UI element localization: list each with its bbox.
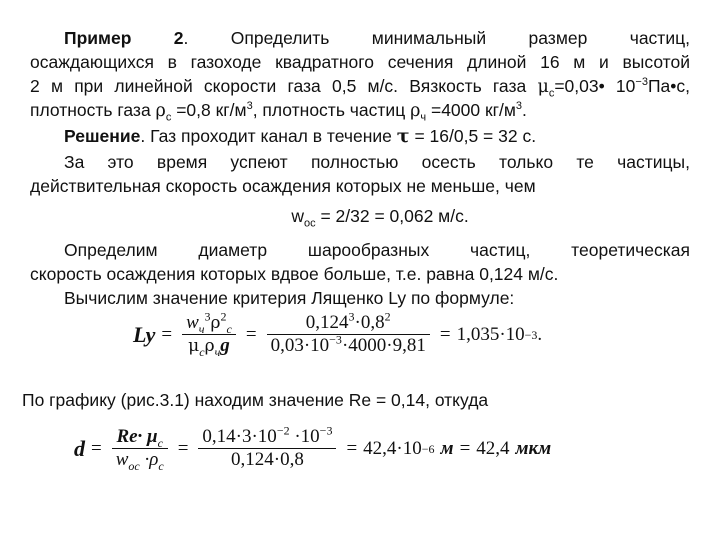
den-a: 0,03·10 — [270, 335, 330, 356]
re-mu: Re· μ — [116, 426, 158, 447]
example-line-3 — [30, 74, 690, 99]
solution-time: = 16/0,5 = 32 с. — [409, 126, 537, 146]
lyashchenko-line — [30, 286, 690, 310]
d-w-sub: ос — [128, 458, 140, 473]
settling-velocity-value: = 2/32 = 0,062 м/с. — [315, 206, 469, 226]
exp-minus3: −3 — [635, 76, 648, 89]
d-value-m: 42,4·10 — [363, 437, 422, 459]
example-line-2 — [30, 50, 690, 74]
diameter-line-2-text: скорость осаждения которых вдвое больше, т.е. равна 0,124 м/с. — [30, 264, 559, 284]
re-line-text: По графику (рис.3.1) находим значение Re = 0,14, откуда — [22, 390, 489, 410]
w-sup: 3 — [204, 309, 211, 324]
d-symbolic-fraction — [112, 426, 168, 471]
equals-2: = — [245, 323, 257, 345]
viscosity-unit: Па•с, — [647, 76, 691, 96]
re-line — [22, 388, 682, 412]
d-den: 0,124·0,8 — [231, 449, 304, 470]
example-line-3-text: 2 м при линейной скорости газа 0,5 м/с. Вязкость газа — [30, 76, 538, 96]
re-mu-sub: с — [157, 435, 163, 450]
num-b: ·0,8 — [354, 312, 385, 333]
example-line-4 — [30, 98, 690, 123]
rho-var-den: ρ — [204, 336, 215, 356]
mu-symbol: μ — [537, 77, 549, 97]
solution-text: . Газ проходит канал в течение — [140, 126, 397, 146]
example-line-1-text: . Определить минимальный размер частиц, — [183, 28, 690, 48]
gas-density-label: плотность газа — [30, 100, 156, 120]
d-w-var: w — [115, 449, 129, 470]
d-num-a-sup: −2 — [276, 423, 290, 438]
gas-density-value: =0,8 кг/м — [171, 100, 247, 120]
solution-line — [30, 124, 690, 148]
diameter-line-1 — [30, 238, 690, 262]
rho-sub-den: ч — [214, 344, 221, 359]
example-line-2-text: осаждающихся в газоходе квадратного сечения длиной 16 м и высотой — [30, 52, 690, 72]
d-rho-var: ·ρ — [139, 449, 159, 470]
ly-numeric-fraction — [267, 309, 430, 357]
tau-symbol: τ — [396, 125, 410, 147]
d-unit-um: мкм — [515, 437, 552, 459]
diameter-line-1-text: Определим диаметр шарообразных частиц, теоретическая — [64, 240, 690, 260]
mu-var: μ — [188, 336, 200, 356]
ly-result-dot: . — [537, 323, 543, 345]
den-a-sup: −3 — [329, 332, 342, 347]
d-num-b: ·10 — [289, 426, 320, 447]
d-equals-2: = — [177, 437, 189, 459]
d-value-um: 42,4 — [476, 437, 510, 459]
ly-symbol: Ly — [133, 321, 156, 347]
settle-line-2-text: действительная скорость осаждения которых не меньше, чем — [30, 176, 536, 196]
diameter-line-2 — [30, 262, 690, 286]
num-a-sup: 3 — [348, 309, 355, 324]
particle-density-value: =4000 кг/м — [426, 100, 516, 120]
d-equals-3: = — [346, 437, 358, 459]
solution-label: Решение — [64, 126, 141, 146]
mu-sub: с — [199, 344, 205, 359]
rho-var: ρ — [210, 313, 221, 333]
viscosity-value: =0,03• 10 — [554, 76, 636, 96]
num-b-sup: 2 — [384, 309, 391, 324]
example-line-1 — [30, 26, 690, 50]
d-symbol: d — [74, 435, 85, 461]
d-num-a: 0,14·3·10 — [202, 426, 277, 447]
settle-line-1 — [30, 150, 690, 174]
settle-line-1-text: За это время успеют полностью осесть только те частицы, — [64, 152, 690, 172]
g-var: g — [220, 335, 230, 356]
rho-symbol-2: ρ — [410, 101, 421, 121]
w-symbol: w — [291, 206, 304, 226]
settle-line-2 — [30, 174, 690, 198]
lyashchenko-formula: Ly = $\frac{w_ч^3\rho^2_с}{\mu_с\rho_чg}$ = $\frac{0,124^3\cdot 0,8^2}{0,03\cdot 10^{-3}\cdot 4000\cdot 9,81}$ = 1,035·10 −3 . — [133, 309, 543, 359]
d-num-b-sup: −3 — [319, 423, 333, 438]
d-unit-m: м — [440, 437, 454, 459]
sub-os: ос — [303, 217, 316, 230]
sub-c: с — [548, 87, 555, 100]
sub-c-rho: с — [165, 111, 172, 124]
diameter-formula: d = $\frac{Re\cdot \mu_с}{w_{ос} \cdot\rho_с}$ = $\frac{0,14\cdot 3\cdot 10^{-2} \cdot 10^{-3}}{0,124\cdot 0,8}$ = 42,4·10 −6 м = 42,4 мкм — [74, 423, 552, 473]
settling-velocity-line — [0, 206, 720, 230]
equals-3: = — [439, 323, 451, 345]
sub-ch: ч — [420, 111, 427, 124]
lyashchenko-text: Вычислим значение критерия Лященко Ly по формуле: — [64, 288, 515, 308]
d-rho-sub: с — [158, 458, 164, 473]
cube-sup: 3 — [246, 100, 253, 113]
num-a: 0,124 — [305, 312, 349, 333]
rho-sup: 2 — [220, 309, 227, 324]
rho-sub: с — [226, 321, 232, 336]
rho-symbol: ρ — [155, 101, 166, 121]
d-numeric-fraction — [198, 423, 336, 471]
example-label: Пример 2 — [64, 28, 184, 48]
d-equals-1: = — [91, 437, 102, 459]
den-b: ·4000·9,81 — [341, 335, 426, 356]
equals-1: = — [161, 323, 173, 345]
w-sub: ч — [198, 321, 205, 336]
ly-symbolic-fraction — [182, 309, 236, 359]
cube-sup-2: 3 — [515, 100, 523, 113]
period: . — [522, 100, 527, 120]
particle-density-label: , плотность частиц — [252, 100, 411, 120]
w-var: w — [186, 312, 199, 333]
ly-result: 1,035·10 — [456, 323, 525, 345]
d-equals-4: = — [459, 437, 471, 459]
